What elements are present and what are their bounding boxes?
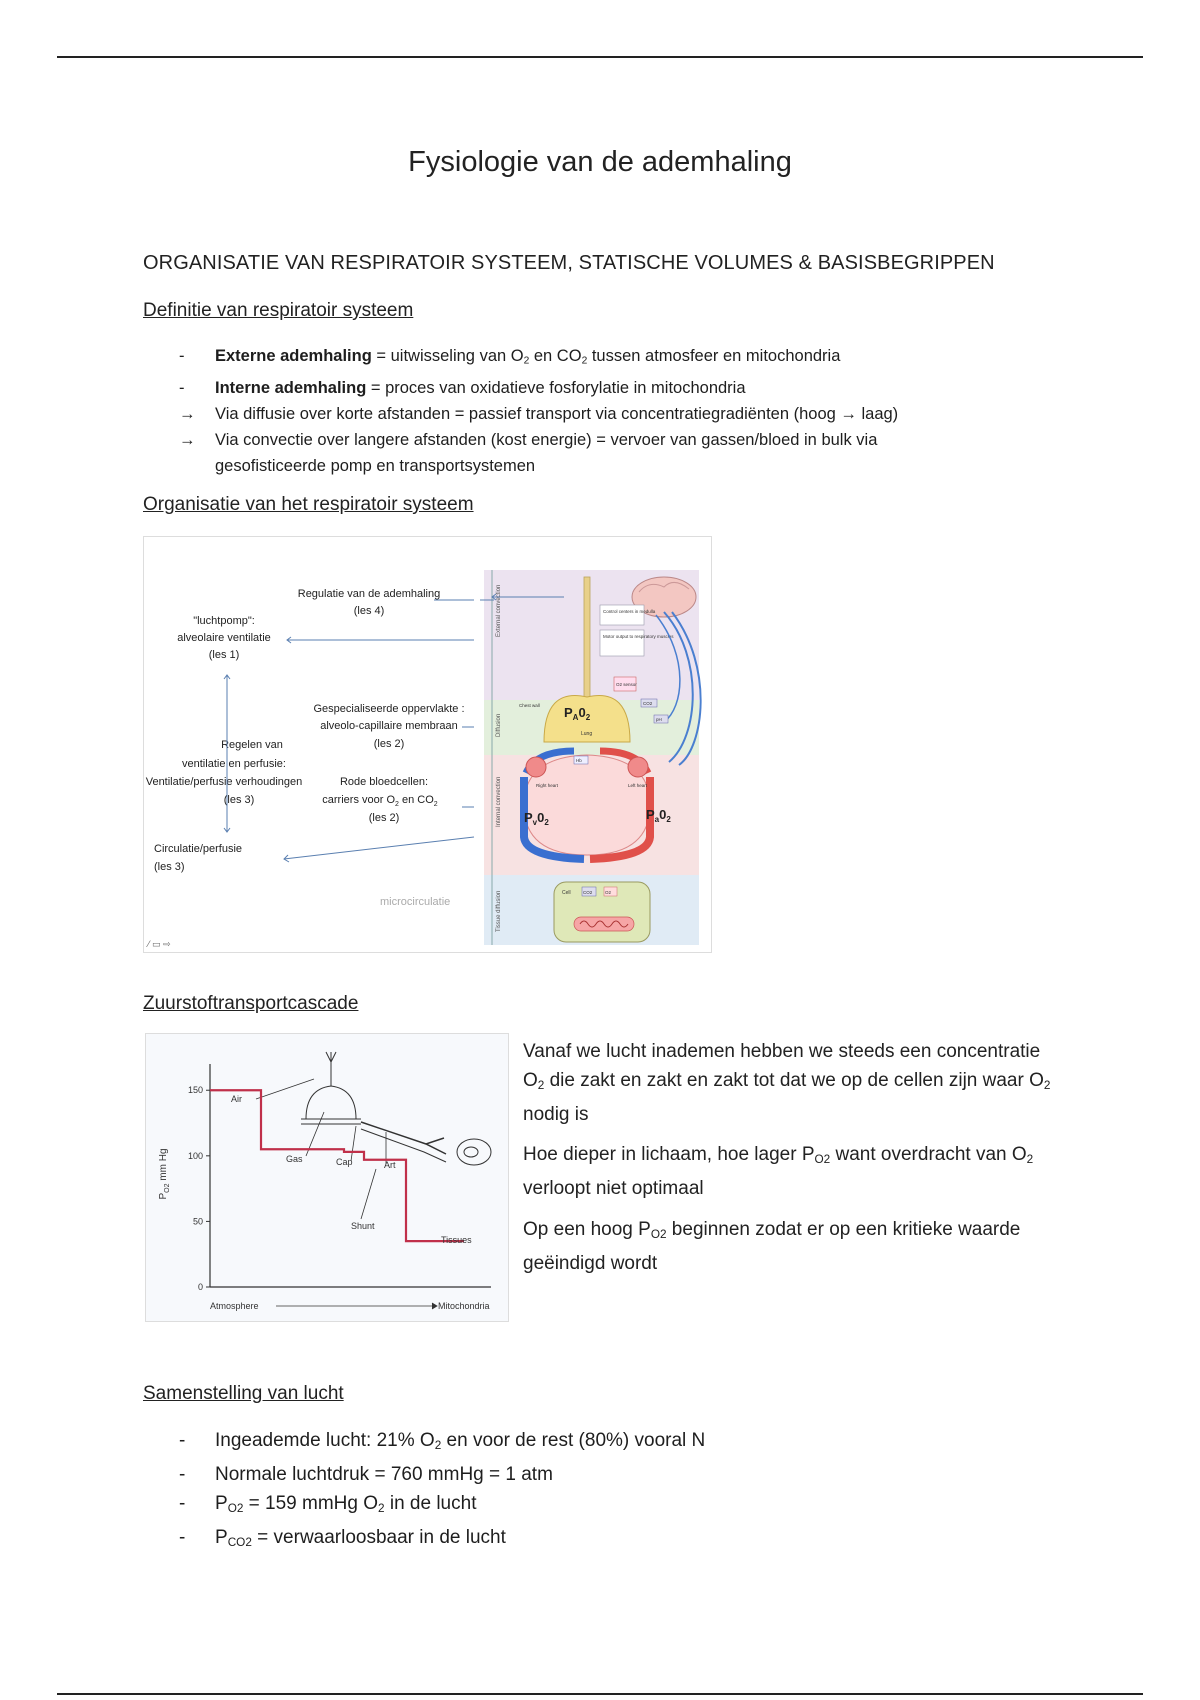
svg-text:alveolaire ventilatie: alveolaire ventilatie	[177, 632, 271, 644]
samenstelling-list	[143, 1426, 1043, 1557]
list-item: - $P_{CO2}$ = verwaarloosbaar in de lucht	[179, 1526, 506, 1549]
cascade-heading: Zuurstoftransportcascade	[143, 993, 359, 1014]
right-heart-icon	[526, 757, 546, 777]
control-center-label: Control centers in medulla	[603, 609, 656, 614]
microcirculatie-label: microcirculatie	[380, 896, 451, 908]
cascade-paragraph: Hoe dieper in lichaam, hoe lager $P_{O2}$ want overdracht van $O_2$ verloopt niet optimaal	[523, 1144, 1034, 1199]
list-item: → Via diffusie over korte afstanden = passief transport via concentratiegradiënten (hoog → laag)	[179, 404, 899, 423]
svg-text:Hb: Hb	[576, 758, 582, 763]
svg-text:(les 2): (les 2)	[368, 812, 400, 824]
svg-text:(les 2): (les 2)	[373, 738, 405, 750]
list-item: - Normale luchtdruk = 760 mmHg = 1 atm	[179, 1463, 553, 1485]
y-tick-label: 0	[197, 1282, 203, 1292]
bottom-rule	[57, 1693, 1143, 1695]
int-conv-label: Internal convection	[496, 776, 502, 827]
tissue-diff-label: Tissue diffusion	[496, 890, 502, 932]
list-item: - $P_{O2} = 159$ mmHg $O_2$ in de lucht	[179, 1492, 477, 1515]
rbc-label: Rode bloedcellen:	[339, 776, 429, 788]
pao2-label: $P_A0_2$	[564, 705, 591, 722]
svg-text:ventilatie en perfusie:: ventilatie en perfusie:	[182, 758, 286, 770]
svg-text:alveolo-capillaire membraan: alveolo-capillaire membraan	[320, 720, 458, 732]
annotation-tissues: Tissues	[441, 1235, 472, 1245]
samenstelling-heading: Samenstelling van lucht	[143, 1383, 344, 1404]
chest-wall-label: Chest wall	[519, 703, 540, 708]
page-title: Fysiologie van de ademhaling	[408, 146, 792, 178]
lung-label: Lung	[581, 731, 593, 737]
regulatie-label: Regulatie van de ademhaling	[297, 588, 441, 600]
pao2-art-label: $P_a0_2$	[646, 807, 671, 824]
circulatie-label: Circulatie/perfusie	[154, 843, 243, 855]
x-axis-right-label: Mitochondria	[438, 1301, 490, 1311]
definitie-list	[143, 343, 1023, 479]
luchtpomp-label: "luchtpomp":	[193, 615, 255, 627]
y-axis-label: $P_{O2}$ mm Hg	[158, 1148, 171, 1200]
svg-text:CO2: CO2	[643, 701, 653, 706]
cascade-chart-svg	[146, 1034, 508, 1321]
svg-text:pH: pH	[656, 717, 662, 722]
cascade-paragraph: Op een hoog $P_{O2}$ beginnen zodat er op een kritieke waarde geëindigd wordt	[523, 1219, 1021, 1274]
svg-text:(les 4): (les 4)	[353, 605, 385, 617]
annotation-shunt: Shunt	[351, 1221, 375, 1231]
svg-text:CO2: CO2	[583, 890, 593, 895]
svg-text:Right heart: Right heart	[536, 783, 559, 788]
respiratory-diagram-svg	[144, 537, 711, 952]
toolbar-icons: ⁄ ▭ ⇨	[148, 939, 171, 949]
pvo2-label: $P_v0_2$	[524, 810, 549, 827]
svg-text:(les 3): (les 3)	[154, 861, 185, 873]
annotation-cap: Cap	[336, 1157, 353, 1167]
svg-text:Cell: Cell	[562, 890, 571, 896]
section-heading: ORGANISATIE VAN RESPIRATOIR SYSTEEM, STATISCHE VOLUMES & BASISBEGRIPPEN	[143, 252, 995, 274]
list-item: - Ingeademde lucht: 21% $O_2$ en voor de rest (80%) vooral N	[179, 1430, 706, 1452]
ext-conv-label: External convection	[496, 584, 502, 637]
y-tick-label: 150	[187, 1085, 203, 1096]
svg-text:carriers voor O2 en CO2: carriers voor $O_2$ en $CO_2$	[322, 794, 438, 808]
svg-text:O2: O2	[605, 890, 612, 895]
list-item: - Interne ademhaling = proces van oxidatieve fosforylatie in mitochondria	[179, 378, 746, 397]
list-item: → Via convectie over langere afstanden (kost energie) = vervoer van gassen/bloed in bulk via gesofisticeerde pomp en transportsystemen	[179, 430, 878, 475]
y-tick-label: 50	[192, 1216, 203, 1227]
o2-sensor-label: O2 sensor	[616, 682, 637, 687]
regelen-label: Regelen van	[221, 739, 283, 751]
cell-icon	[457, 1139, 491, 1165]
annotation-gas: Gas	[286, 1154, 303, 1164]
diffusion-label: Diffusion	[496, 713, 502, 737]
y-tick-label: 100	[187, 1150, 203, 1161]
annotation-art: Art	[384, 1160, 396, 1170]
organisatie-heading: Organisatie van het respiratoir systeem	[143, 494, 474, 515]
cascade-paragraph: Vanaf we lucht inademen hebben we steeds een concentratie $O_2$ die zakt en zakt en zakt tot dat we op de cellen zijn waar $O_2$ nodig is	[523, 1041, 1051, 1125]
svg-text:Ventilatie/perfusie verhouding: Ventilatie/perfusie verhoudingen	[145, 776, 303, 788]
respiratory-system-diagram	[143, 536, 712, 953]
svg-text:(les 3): (les 3)	[223, 794, 255, 806]
top-rule	[57, 56, 1143, 58]
svg-text:Left heart: Left heart	[628, 783, 648, 788]
motor-output-label: Motor output to respiratory muscles	[603, 634, 674, 639]
oppervlakte-label: Gespecialiseerde oppervlakte :	[313, 703, 465, 715]
left-heart-icon	[628, 757, 648, 777]
list-item: - Externe ademhaling = uitwisseling van $O_2$ en $CO_2$ tussen atmosfeer en mitochondria	[179, 347, 841, 367]
x-axis-left-label: Atmosphere	[210, 1301, 259, 1311]
oxygen-cascade-chart	[145, 1033, 509, 1322]
annotation-air: Air	[231, 1094, 242, 1104]
definitie-heading: Definitie van respiratoir systeem	[143, 300, 414, 321]
svg-text:(les 1): (les 1)	[208, 649, 240, 661]
